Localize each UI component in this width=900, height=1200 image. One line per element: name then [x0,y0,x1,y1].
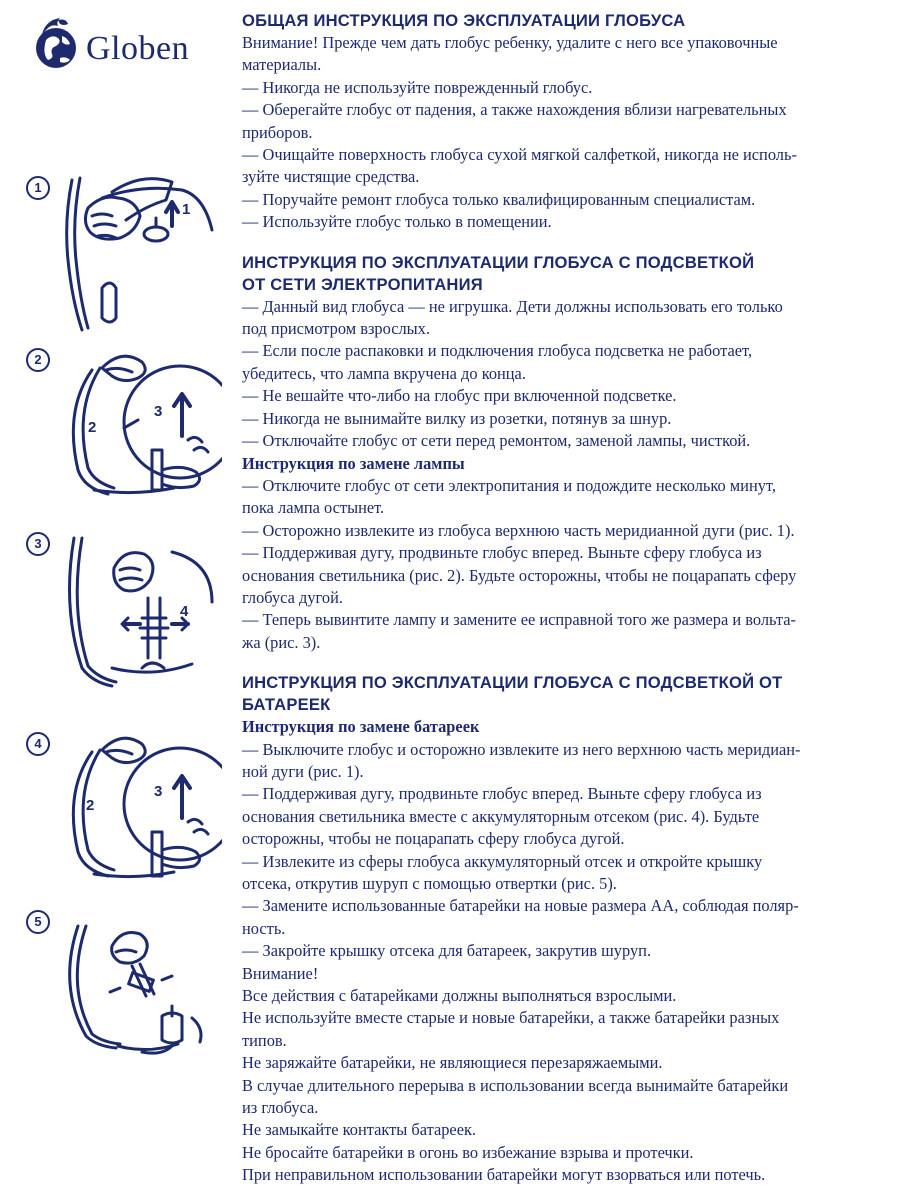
text-line: глобуса дугой. [242,587,343,607]
text-line: типов. [242,1030,287,1050]
text-line: — Теперь вывинтите лампу и замените ее исправной того же размера и вольта- [242,610,796,630]
text-line: — Выключите глобус и осторожно извлеките из него верхнюю часть меридиан- [242,739,801,759]
text-line: — Извлеките из сферы глобуса аккумуляторный отсек и откройте крышку [242,851,763,871]
text-line: — Очищайте поверхность глобуса сухой мягкой салфеткой, никогда не исполь- [242,145,797,165]
figure-number: 1 [26,176,50,200]
text-line: убедитесь, что лампа вкручена до конца. [242,363,526,383]
section-heading: ОТ СЕТИ ЭЛЕКТРОПИТАНИЯ [242,274,483,294]
text-line: — Поддерживая дугу, продвиньте глобус вперед. Выньте сферу глобуса из [242,543,762,563]
figure-number: 2 [26,348,50,372]
subheading: Инструкция по замене батареек [242,717,480,737]
text-line: — Отключайте глобус от сети перед ремонтом, заменой лампы, чисткой. [242,431,751,451]
text-line: При неправильном использовании батарейки могут взорваться или потечь. [242,1165,766,1185]
text-line: Все действия с батарейками должны выполняться взрослыми. [242,986,677,1006]
figure-1 [22,168,222,343]
section-heading: БАТАРЕЕК [242,695,331,715]
figure-5 [22,906,222,1071]
figure-number: 5 [26,910,50,934]
text-line: пока лампа остынет. [242,498,385,518]
callout-label: 4 [180,603,189,620]
remove-battery-sphere-illustration [22,726,222,896]
text-line: — Осторожно извлеките из глобуса верхнюю часть меридианной дуги (рис. 1). [242,520,795,540]
remove-sphere-illustration [22,340,222,510]
text-line: основания светильника вместе с аккумуляторным отсеком (рис. 4). Будьте [242,806,760,826]
text-line: — Не вешайте что-либо на глобус при включенной подсветке. [242,386,677,406]
text-line: — Поддерживая дугу, продвиньте глобус вперед. Выньте сферу глобуса из [242,784,762,804]
text-line: осторожны, чтобы не поцарапать сферу глобуса дугой. [242,829,625,849]
subheading: Инструкция по замене лампы [242,453,465,473]
text-line: материалы. [242,55,322,75]
text-line: под присмотром взрослых. [242,319,430,339]
text-line: жа (рис. 3). [242,632,321,652]
text-line: Не заряжайте батарейки, не являющиеся перезаряжаемыми. [242,1053,663,1073]
text-line: — Никогда не вынимайте вилку из розетки, потянув за шнур. [242,408,672,428]
text-line: — Используйте глобус только в помещении. [242,212,552,232]
text-line: отсека, открутив шуруп с помощью отвертки (рис. 5). [242,874,617,893]
remove-arc-illustration [22,168,222,338]
text-line: — Замените использованные батарейки на новые размера АА, соблюдая поляр- [242,896,799,916]
text-line: Внимание! Прежде чем дать глобус ребенку, удалите с него все упаковочные [242,33,778,52]
figure-2 [22,340,222,515]
text-line: — Оберегайте глобус от падения, а также нахождения вблизи нагревательных [242,100,787,120]
text-line: ной дуги (рис. 1). [242,761,364,781]
figure-number: 4 [26,732,50,756]
callout-label: 1 [182,201,191,218]
text-line: Внимание! [242,963,319,983]
open-battery-compartment-illustration [22,906,222,1066]
figure-3 [22,528,222,703]
text-line: основания светильника (рис. 2). Будьте осторожны, чтобы не поцарапать сферу [242,565,797,585]
text-line: ность. [242,918,286,938]
brand-logo [32,14,222,84]
callout-label: 3 [154,403,163,420]
callout-label: 3 [154,783,163,800]
callout-label: 2 [88,419,97,436]
text-line: Не бросайте батарейки в огонь во избежание взрыва и протечки. [242,1142,694,1162]
brand-name: Globen [86,30,190,67]
text-line: — Отключите глобус от сети электропитания и подождите несколько минут, [242,475,776,495]
figure-4 [22,726,222,901]
text-line: — Поручайте ремонт глобуса только квалифицированным специалистам. [242,189,756,209]
replace-lamp-illustration [22,528,222,698]
text-line: — Данный вид глобуса — не игрушка. Дети должны использовать его только [242,296,783,316]
section-heading: ОБЩАЯ ИНСТРУКЦИЯ ПО ЭКСПЛУАТАЦИИ ГЛОБУСА [242,11,686,30]
text-line: — Никогда не используйте поврежденный глобус. [242,77,593,97]
text-line: Не замыкайте контакты батареек. [242,1120,477,1140]
text-line: — Если после распаковки и подключения глобуса подсветка не работает, [242,341,753,361]
text-line: В случае длительного перерыва в использовании всегда вынимайте батарейки [242,1075,789,1095]
text-line: — Закройте крышку отсека для батареек, закрутив шуруп. [242,941,652,961]
figure-number: 3 [26,532,50,556]
text-line: приборов. [242,122,313,142]
callout-label: 2 [86,797,95,814]
text-line: из глобуса. [242,1098,319,1118]
section-heading: ИНСТРУКЦИЯ ПО ЭКСПЛУАТАЦИИ ГЛОБУСА С ПОДСВЕТКОЙ [242,252,755,272]
text-line: Не используйте вместе старые и новые батарейки, а также батарейки разных [242,1008,780,1028]
text-line: зуйте чистящие средства. [242,167,420,187]
instructions-text [242,10,882,1187]
globe-logo-icon [32,14,88,74]
section-heading: ИНСТРУКЦИЯ ПО ЭКСПЛУАТАЦИИ ГЛОБУСА С ПОДСВЕТКОЙ ОТ [242,673,783,693]
